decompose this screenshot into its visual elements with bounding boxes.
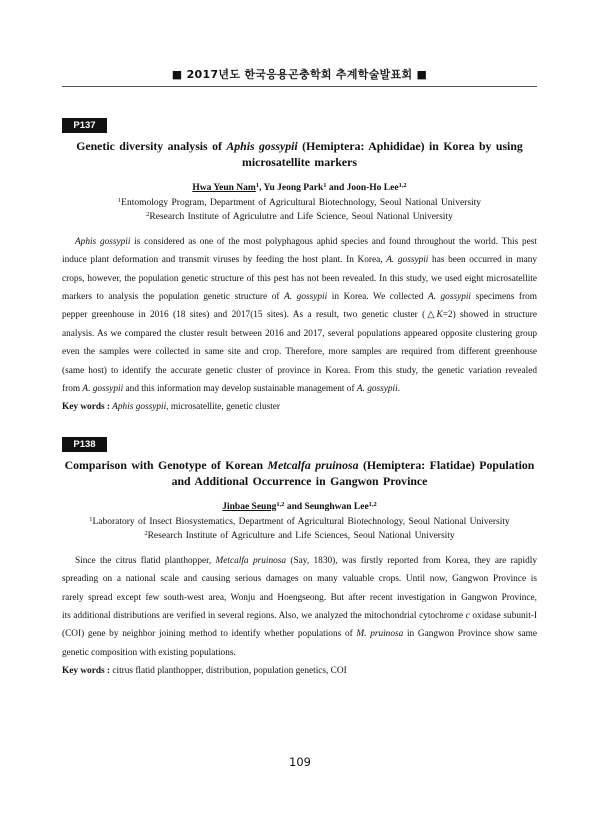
abstract-body-line <box>62 644 537 662</box>
abstract-title <box>62 138 537 171</box>
abstract-body-line <box>62 288 537 306</box>
text-run: spreading on a national scale and causing serious damages on many valuable crops. Until now, Gangwon Province is <box>62 574 537 585</box>
abstract-text-block <box>62 552 537 681</box>
italic-text: Aphis gossypii <box>110 402 167 413</box>
text-run: and Seunghwan Lee <box>284 502 369 512</box>
text-run: has been occurred in many <box>428 255 537 266</box>
abstract-p138 <box>62 437 537 737</box>
page-number: 109 <box>289 755 311 769</box>
text-run: pepper greenhouse in 2016 (18 sites) and 2017(15 sites). As a result, two genetic cluster (△ <box>62 310 437 321</box>
italic-text: Aphis gossypii <box>226 138 298 153</box>
text-run: citrus flatid planthopper, distribution, population genetics, COI <box>110 666 347 677</box>
abstract-body-line <box>62 325 537 343</box>
superscript-mark: 2 <box>144 529 148 537</box>
bold-label: Key words : <box>62 666 111 677</box>
text-run: (Hemiptera: Aphididae) in Korea by using <box>297 138 523 153</box>
author-list <box>62 180 537 196</box>
abstract-body-line <box>62 607 537 625</box>
running-header <box>62 0 537 90</box>
text-run: analysis. As we compared the cluster result between 2016 and 2017, several populations appeared opposite clustering group <box>62 328 537 339</box>
affiliation-list <box>62 515 537 543</box>
superscript-mark: 1,2 <box>276 500 285 508</box>
title-line <box>62 154 537 171</box>
text-run: Genetic diversity analysis of <box>76 138 227 153</box>
text-run: oxidase subunit-I <box>469 611 538 622</box>
title-line <box>62 473 537 490</box>
text-run: , Yu Jeong Park <box>259 183 324 193</box>
affiliation-list <box>62 196 537 224</box>
bold-label: Key words : <box>62 402 111 413</box>
text-run: Entomology Program, Department of Agricultural Biotechnology, Seoul National University <box>121 198 482 208</box>
abstract-body-line <box>62 343 537 361</box>
italic-text: M. pruinosa <box>356 629 404 640</box>
keywords-line <box>62 662 537 680</box>
superscript-mark: 1 <box>89 515 93 523</box>
text-run: specimens from <box>471 292 537 303</box>
superscript-mark: 1 <box>323 181 327 189</box>
text-run: Research Institute of Agriculutre and Life Science, Seoul National University <box>149 212 453 222</box>
affiliation-line <box>62 529 537 543</box>
text-run: =2) showed in structure <box>442 310 537 321</box>
text-run: (Say, 1830), was firstly reported from Korea, they are rapidly <box>286 555 537 566</box>
italic-text: Aphis gossypii <box>75 236 131 247</box>
italic-text: Metcalfa pruinosa <box>215 555 287 566</box>
text-run: Research Institute of Agriculture and Life Sciences, Seoul National University <box>147 531 455 541</box>
text-run: even the samples were collected in same site and crop. Therefore, more samples are required from different greenhouse <box>62 347 537 358</box>
abstract-body-line <box>62 251 537 269</box>
italic-text: A. gossypii <box>427 292 472 303</box>
affiliation-line <box>62 515 537 529</box>
text-run: genetic composition with existing populations. <box>62 647 236 658</box>
abstract-body-line <box>62 380 537 398</box>
text-run: markers to analysis the population genetic structure of <box>62 292 285 303</box>
header-rule <box>62 86 537 87</box>
italic-text: c <box>465 611 470 622</box>
abstract-body <box>62 552 537 662</box>
abstract-body-line <box>62 570 537 588</box>
text-run: Since the citrus flatid planthopper, <box>75 555 216 566</box>
abstract-body-line <box>62 233 537 251</box>
keywords-line <box>62 398 537 416</box>
text-run: and Additional Occurrence in Gangwon Province <box>171 474 428 488</box>
author-list <box>62 499 537 515</box>
text-run: from <box>62 384 83 395</box>
italic-text: A. gossypii <box>386 255 429 266</box>
abstract-body-line <box>62 625 537 643</box>
text-run: microsatellite markers <box>242 155 357 169</box>
text-run: Laboratory of Insect Biosystematics, Department of Agricultural Biotechnology, Seoul National University <box>92 517 510 527</box>
abstract-body-line <box>62 552 537 570</box>
superscript-mark: 1 <box>117 196 122 204</box>
abstract-body-line <box>62 362 537 380</box>
abstract-body <box>62 233 537 399</box>
affiliation-line <box>62 210 537 224</box>
text-run: in Gangwon Province show same <box>403 629 537 640</box>
italic-text: A. gossypii <box>356 384 398 395</box>
text-run: Comparison with Genotype of Korean <box>64 457 268 472</box>
superscript-mark: 1,2 <box>398 181 407 189</box>
text-run: crops, however, the population genetic structure of this pest has not been revealed. In this study, we used eight microsatellite <box>62 273 537 284</box>
text-run: rarely spread except few south-west area, Wonju and Hoengseong. But after recent investigation in Gangwon Province, <box>62 592 537 603</box>
text-run: and Joon-Ho Lee <box>326 183 399 193</box>
italic-text: K <box>436 310 443 321</box>
abstract-body-line <box>62 306 537 324</box>
italic-text: A. gossypii <box>284 292 328 303</box>
underlined-author-name: Jinbae Seung <box>222 502 277 512</box>
text-run: induce plant deformation and transmit viruses by feeding the host plant. In Korea, <box>62 255 387 266</box>
abstract-text-block <box>62 233 537 417</box>
poster-id-badge: P138 <box>62 437 107 452</box>
text-run: and this information may develop sustainable management of <box>123 384 357 395</box>
abstract-body-line <box>62 270 537 288</box>
conference-title: ■ 2017년도 한국응용곤충학회 추계학술발표회 ■ <box>171 68 428 81</box>
text-run: (same host) to identify the accurate genetic cluster of province in Korea. From this study, the genetic variation revealed <box>62 365 537 376</box>
text-run: its additional distributions are verified in several regions. Also, we analyzed the mitochondrial cytochrome <box>62 611 466 622</box>
text-run: . <box>397 384 401 395</box>
text-run: is considered as one of the most polyphagous aphid species and found throughout the world. This pest <box>130 236 537 247</box>
superscript-mark: 2 <box>146 210 150 218</box>
italic-text: Metcalfa pruinosa <box>267 457 359 472</box>
text-run: (COI) gene by neighbor joining method to identify whether populations of <box>62 629 357 640</box>
underlined-author-name: Hwa Yeun Nam <box>192 183 256 193</box>
abstract-title <box>62 457 537 490</box>
text-run: in Korea. We collected <box>327 292 428 303</box>
title-line <box>62 138 537 155</box>
text-run: , microsatellite, genetic cluster <box>166 402 281 413</box>
italic-text: A. gossypii <box>82 384 124 395</box>
superscript-mark: 1 <box>255 181 260 189</box>
text-run: (Hemiptera: Flatidae) Population <box>358 457 535 472</box>
superscript-mark: 1,2 <box>368 500 377 508</box>
abstract-body-line <box>62 589 537 607</box>
abstract-p137 <box>62 118 537 418</box>
title-line <box>62 457 537 474</box>
affiliation-line <box>62 196 537 210</box>
poster-id-badge: P137 <box>62 118 107 133</box>
